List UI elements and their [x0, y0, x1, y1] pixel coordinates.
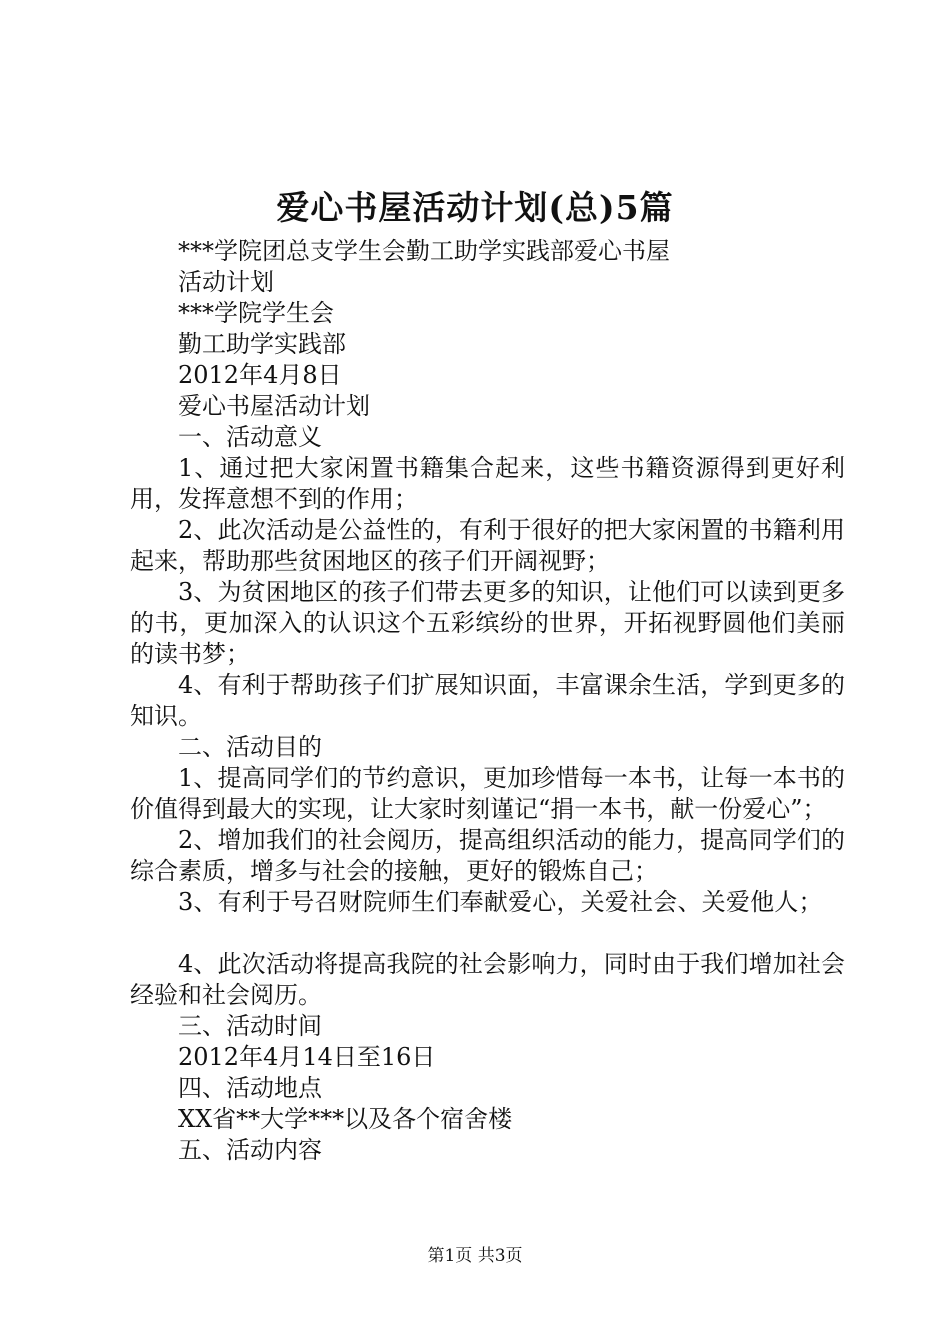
list-item: 2、此次活动是公益性的，有利于很好的把大家闲置的书籍利用起来，帮助那些贫困地区的孩子们开阔视野；	[130, 516, 845, 575]
page-footer: 第1页 共3页	[427, 1246, 523, 1266]
section-heading: 五、活动内容	[178, 1136, 322, 1164]
header-line-dept: 勤工助学实践部	[178, 330, 346, 358]
section-content: 2012年4月14日至16日	[178, 1043, 436, 1071]
list-item: 3、为贫困地区的孩子们带去更多的知识，让他们可以读到更多的书，更加深入的认识这个五彩缤纷的世界，开拓视野圆他们美丽的读书梦；	[130, 578, 845, 668]
section-heading: 三、活动时间	[178, 1012, 322, 1040]
section-heading: 二、活动目的	[178, 733, 322, 761]
document-body	[130, 236, 845, 1166]
section-content: XX省**大学***以及各个宿舍楼	[178, 1105, 513, 1133]
list-item: 2、增加我们的社会阅历，提高组织活动的能力，提高同学们的综合素质，增多与社会的接触，更好的锻炼自己；	[130, 826, 845, 885]
list-item: 1、通过把大家闲置书籍集合起来，这些书籍资源得到更好利用，发挥意想不到的作用；	[130, 454, 845, 513]
header-line-org: ***学院团总支学生会勤工助学实践部爱心书屋	[178, 237, 670, 265]
list-item: 4、此次活动将提高我院的社会影响力，同时由于我们增加社会经验和社会阅历。	[130, 950, 845, 1009]
section-heading: 四、活动地点	[178, 1074, 322, 1102]
header-line-date: 2012年4月8日	[178, 361, 342, 389]
blank-line	[130, 918, 845, 949]
header-line-plan: 活动计划	[178, 268, 274, 296]
list-item: 4、有利于帮助孩子们扩展知识面，丰富课余生活，学到更多的知识。	[130, 671, 845, 730]
list-item: 3、有利于号召财院师生们奉献爱心，关爱社会、关爱他人；	[178, 888, 823, 916]
header-line-subtitle: 爱心书屋活动计划	[178, 392, 370, 420]
list-item: 1、提高同学们的节约意识，更加珍惜每一本书，让每一本书的价值得到最大的实现，让大家时刻谨记“捐一本书，献一份爱心”；	[130, 764, 845, 823]
section-heading: 一、活动意义	[178, 423, 322, 451]
document-title: 爱心书屋活动计划(总)5篇	[276, 188, 674, 227]
header-line-union: ***学院学生会	[178, 299, 334, 327]
